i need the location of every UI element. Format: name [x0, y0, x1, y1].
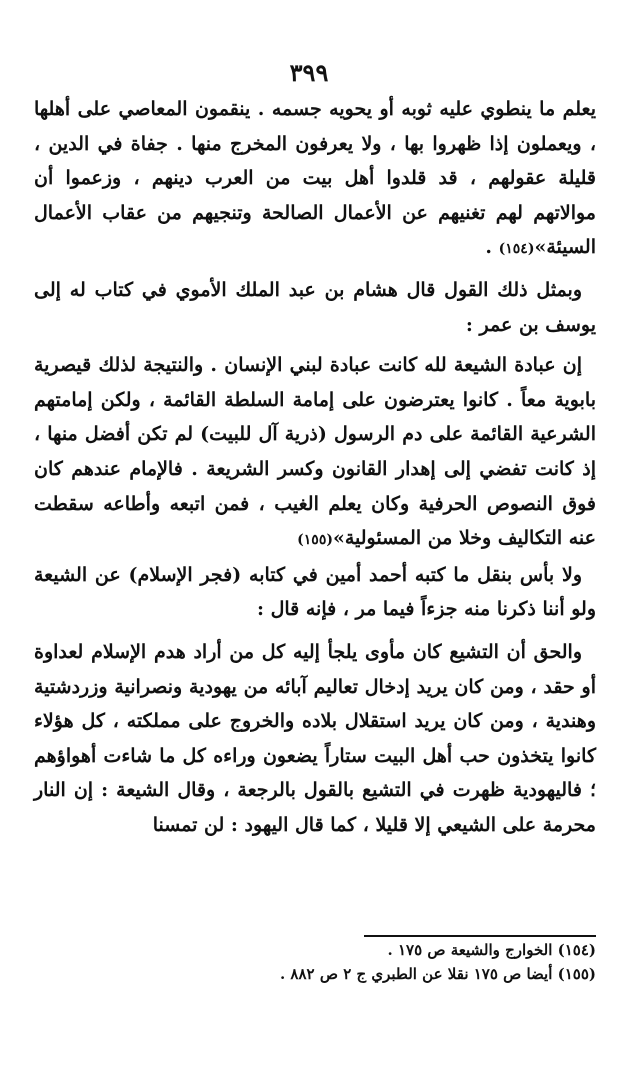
paragraph-end: . — [485, 236, 499, 259]
paragraph — [34, 348, 596, 558]
footnote-ref: (١٥٥) — [297, 532, 333, 549]
paragraph — [34, 92, 596, 267]
footnote: (١٥٥) أيضا ص ١٧٥ نقلا عن الطبري ج ٢ ص ٨٨٢ . — [279, 965, 596, 983]
paragraph: وبمثل ذلك القول قال هشام بن عبد الملك الأموي في كتاب له إلى يوسف بن عمر : — [34, 278, 596, 336]
footnote: (١٥٤) الخوارج والشيعة ص ١٧٥ . — [387, 941, 596, 959]
footnote-separator — [364, 935, 596, 937]
footnote-ref: (١٥٤) — [498, 241, 535, 258]
quoted-paragraph: والحق أن التشيع كان مأوى يلجأ إليه كل من أراد هدم الإسلام لعداوة أو حقد ، ومن كان يريد إدخال تعاليم آبائه من يهودية ونصرانية وزردشتية وهندية ، ومن كان يريد استقلال بلاده والخروج على مملكته ، كل هؤلاء كانوا يتخذون حب أهل البيت ستاراً يضعون وراءه كل ما شاءت أهواؤهم ؛ فاليهودية ظهرت في التشيع بالقول بالرجعة ، وقال الشيعة : إن النار محرمة على الشيعي إلا قليلا ، كما قال اليهود : لن تمسنا — [34, 640, 596, 836]
page-number: ٣٩٩ — [289, 58, 329, 87]
paragraph-text: إن عبادة الشيعة لله كانت عبادة لبني الإنسان . والنتيجة لذلك قيصرية بابوية معاً . كانوا يعترضون على إمامة السلطة القائمة ، ولكن إمامتهم الشرعية القائمة على دم الرسول (ذرية آل للبيت) لم تكن أفضل منها ، إذ كانت تفضي إلى إهدار القانون وكسر الشريعة . فالإمام عندهم كان فوق النصوص الحرفية وكان يعلم الغيب ، فمن اتبعه وأطاعه سقطت عنه التكاليف وخلا من المسئولية» — [34, 354, 596, 550]
footnotes — [76, 938, 596, 986]
main-text — [34, 92, 596, 842]
paragraph: ولا بأس بنقل ما كتبه أحمد أمين في كتابه (فجر الإسلام) عن الشيعة ولو أننا ذكرنا منه جزءاً فيما مر ، فإنه قال : — [34, 563, 596, 621]
paragraph-text: يعلم ما ينطوي عليه ثوبه أو يحويه جسمه . ينقمون المعاصي على أهلها ، ويعملون إذا ظهروا بها ، ولا يعرفون المخرج منها . جفاة في الدين ، قليلة عقولهم ، قد قلدوا أهل بيت من العرب دينهم ، وزعموا أن موالاتهم لهم تغنيهم عن الأعمال الصالحة وتنجيهم من عقاب الأعمال السيئة» — [34, 98, 596, 259]
